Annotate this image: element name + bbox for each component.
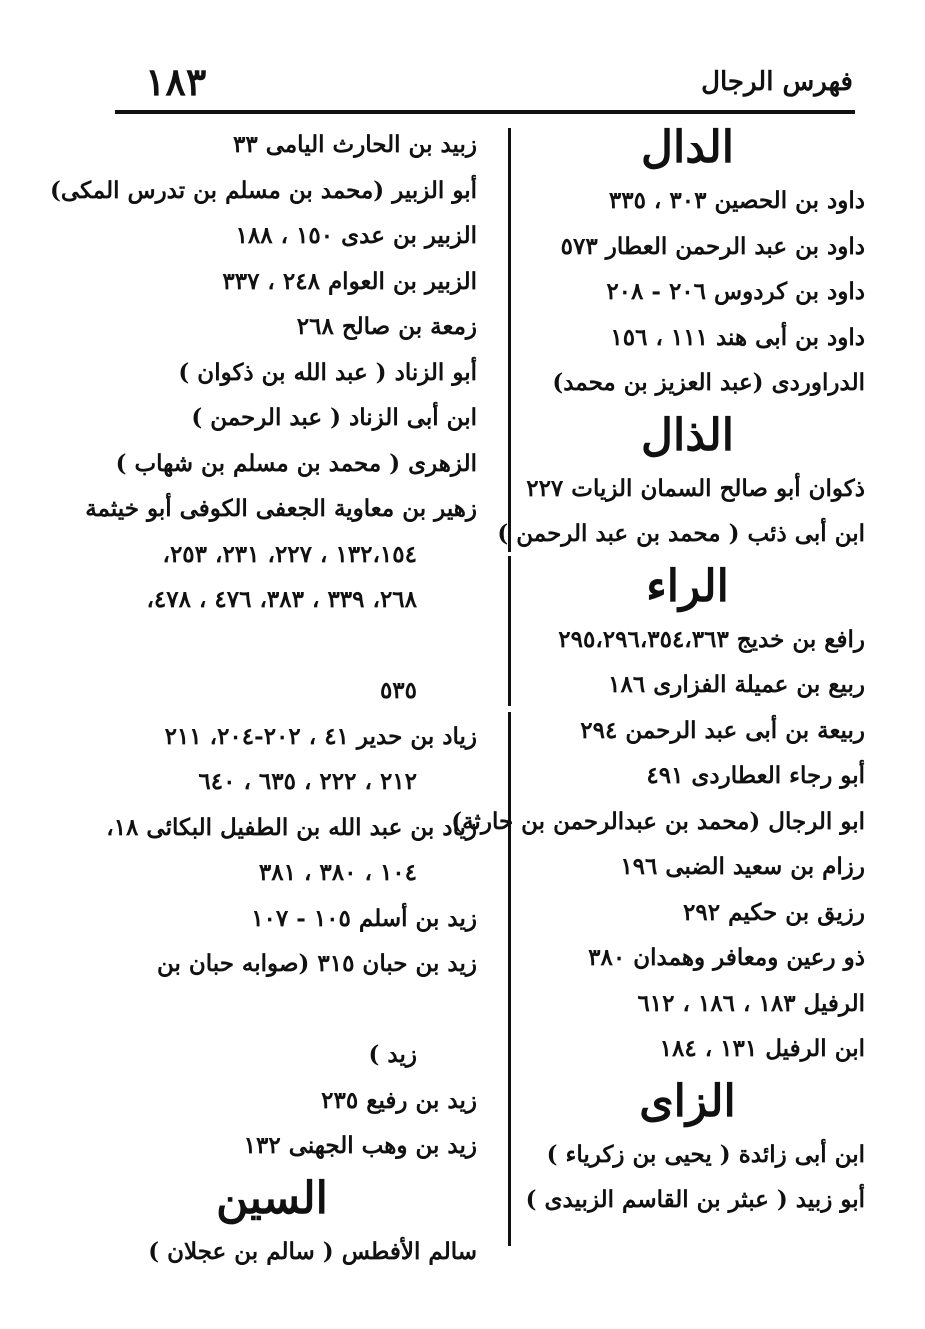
index-entry: ابو الرجال (محمد بن عبدالرحمن بن حارثة) [451, 807, 865, 835]
right-column [451, 118, 865, 1223]
index-entry: رزيق بن حكيم ٢٩٢ [683, 898, 865, 926]
index-entry: زياد بن حدير ٤١ ، ٢٠٢-٢٠٤، ٢١١ [164, 722, 477, 750]
index-entry-continuation: ١٣٢،١٥٤ ، ٢٢٧، ٢٣١، ٢٥٣، [162, 540, 417, 568]
index-entry: ابن الرفيل ١٣١ ، ١٨٤ [659, 1035, 865, 1062]
index-entry-continuation: زيد ) [368, 1041, 417, 1068]
index-entry: الزهرى ( محمد بن مسلم بن شهاب ) [115, 449, 477, 477]
section-heading: الراء [646, 560, 729, 612]
index-entry: ربيعة بن أبى عبد الرحمن ٢٩٤ [580, 716, 865, 744]
index-entry-continuation: ٥٣٥ [379, 677, 417, 704]
index-entry: أبو رجاء العطاردى ٤٩١ [646, 762, 865, 789]
index-entry: زيد بن حبان ٣١٥ (صوابه حبان بن [156, 950, 477, 977]
index-entry-continuation: ٢٦٨، ٣٣٩ ، ٣٨٣، ٤٧٦ ، ٤٧٨، [146, 586, 417, 613]
index-entry: الزبير بن عدى ١٥٠ ، ١٨٨ [235, 222, 477, 249]
index-entry: زهير بن معاوية الجعفى الكوفى أبو خيثمة [85, 495, 477, 522]
index-entry: داود بن الحصين ٣٠٣ ، ٣٣٥ [608, 187, 865, 214]
header-rule [115, 110, 855, 114]
index-entry: زياد بن عبد الله بن الطفيل البكائى ١٨، [106, 813, 477, 841]
blank-line [127, 623, 477, 669]
index-entry-continuation: ٢١٢ ، ٢٢٢ ، ٦٣٥ ، ٦٤٠ [198, 768, 417, 795]
index-entry: أبو زبيد ( عبثر بن القاسم الزبيدى ) [525, 1186, 865, 1213]
index-entry: داود بن كردوس ٢٠٦ - ٢٠٨ [606, 278, 865, 305]
section-heading: السين [216, 1172, 328, 1224]
index-entry: ربيع بن عميلة الفزارى ١٨٦ [608, 671, 865, 698]
section-heading: الذال [641, 409, 734, 461]
index-entry: زيد بن أسلم ١٠٥ - ١٠٧ [251, 904, 477, 932]
index-entry: زيد بن رفيع ٢٣٥ [321, 1086, 477, 1114]
page-number: ١٨٣ [145, 59, 207, 104]
index-entry: ابن أبى الزناد ( عبد الرحمن ) [191, 404, 477, 431]
index-entry: سالم الأفطس ( سالم بن عجلان ) [148, 1237, 477, 1265]
index-entry: ذو رعين ومعافر وهمدان ٣٨٠ [588, 944, 865, 971]
index-entry: زبيد بن الحارث اليامى ٣٣ [232, 131, 477, 158]
page-header [115, 58, 853, 108]
blank-line [127, 987, 477, 1033]
index-entry-continuation: ١٠٤ ، ٣٨٠ ، ٣٨١ [258, 859, 417, 886]
page-title: فهرس الرجال [701, 67, 853, 97]
index-entry: داود بن عبد الرحمن العطار ٥٧٣ [560, 232, 865, 260]
index-entry: الدراوردى (عبد العزيز بن محمد) [552, 369, 865, 396]
index-entry: رافع بن خديج ٢٩٥،٢٩٦،٣٥٤،٣٦٣ [558, 625, 865, 653]
index-entry: داود بن أبى هند ١١١ ، ١٥٦ [610, 323, 865, 351]
index-entry: ذكوان أبو صالح السمان الزيات ٢٢٧ [526, 474, 865, 502]
index-entry: أبو الزبير (محمد بن مسلم بن تدرس المكى) [50, 176, 477, 204]
index-entry: رزام بن سعيد الضبى ١٩٦ [620, 853, 865, 880]
index-entry: الزبير بن العوام ٢٤٨ ، ٣٣٧ [222, 267, 477, 295]
index-entry: الرفيل ١٨٣ ، ١٨٦ ، ٦١٢ [637, 989, 865, 1017]
index-entry: ابن أبى زائدة ( يحيى بن زكرياء ) [546, 1140, 865, 1168]
left-column [50, 122, 477, 1274]
index-entry: أبو الزناد ( عبد الله بن ذكوان ) [178, 358, 477, 386]
index-entry: ابن أبى ذئب ( محمد بن عبد الرحمن ) [497, 520, 865, 547]
index-entry: زيد بن وهب الجهنى ١٣٢ [243, 1132, 477, 1159]
index-entry: زمعة بن صالح ٢٦٨ [296, 313, 477, 340]
section-heading: الدال [641, 122, 734, 173]
section-heading: الزاى [639, 1075, 736, 1127]
